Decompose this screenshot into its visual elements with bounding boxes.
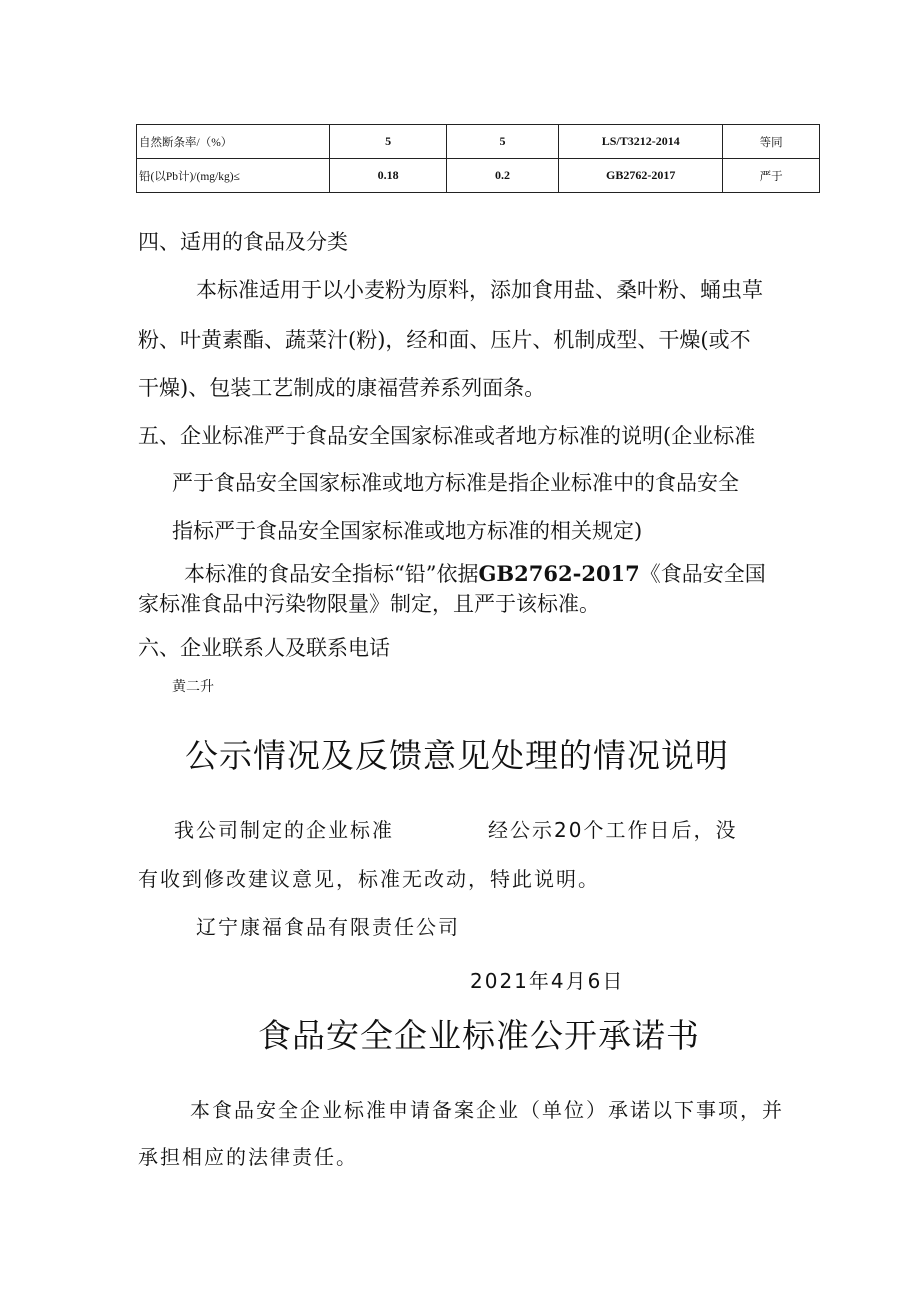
- table-cell: 5: [446, 125, 558, 159]
- section-4-body-line-3: 干燥)、包装工艺制成的康福营养系列面条。: [138, 376, 546, 400]
- commitment-line-2: 承担相应的法律责任。: [138, 1145, 358, 1169]
- table-row: [137, 159, 820, 193]
- section-5-heading-line-2: 严于食品安全国家标准或地方标准是指企业标准中的食品安全: [172, 471, 739, 495]
- section-5-heading-line-1: 五、企业标准严于食品安全国家标准或者地方标准的说明(企业标准: [138, 424, 756, 448]
- table-cell: 自然断条率/（%）: [137, 125, 330, 159]
- table-cell: 等同: [723, 125, 820, 159]
- table-cell: LS/T3212-2014: [559, 125, 723, 159]
- section-5-body-text: 本标准的食品安全指标“铅”依据: [184, 562, 479, 586]
- section-5-body-line-1: [184, 558, 766, 588]
- publicity-date: 2021年4月6日: [470, 969, 625, 993]
- standard-comparison-table: [136, 124, 820, 193]
- commitment-title: 食品安全企业标准公开承诺书: [258, 1016, 700, 1055]
- publicity-line-2: 有收到修改建议意见，标准无改动，特此说明。: [138, 867, 600, 891]
- table-cell: GB2762-2017: [559, 159, 723, 193]
- publicity-line-1b: 经公示20个工作日后，没: [488, 818, 738, 842]
- section-4-body-line-2: 粉、叶黄素酯、蔬菜汁(粉)，经和面、压片、机制成型、干燥(或不: [138, 328, 751, 352]
- section-5-body-text: 《食品安全国: [639, 562, 766, 586]
- standard-code: GB2762-2017: [478, 561, 640, 586]
- table-cell: 5: [330, 125, 446, 159]
- publicity-title: 公示情况及反馈意见处理的情况说明: [185, 736, 729, 775]
- section-4-body-line-1: 本标准适用于以小麦粉为原料，添加食用盐、桑叶粉、蛹虫草: [196, 278, 763, 302]
- table-cell: 严于: [723, 159, 820, 193]
- table-cell: 铅(以Pb计)/(mg/kg)≤: [137, 159, 330, 193]
- company-name: 辽宁康福食品有限责任公司: [196, 915, 460, 939]
- table-cell: 0.2: [446, 159, 558, 193]
- table-row: [137, 125, 820, 159]
- section-6-heading: 六、企业联系人及联系电话: [138, 636, 390, 660]
- table-cell: 0.18: [330, 159, 446, 193]
- publicity-line-1a: 我公司制定的企业标准: [174, 818, 394, 842]
- section-5-body-line-2: 家标准食品中污染物限量》制定，且严于该标准。: [138, 592, 600, 616]
- section-5-heading-line-3: 指标严于食品安全国家标准或地方标准的相关规定): [172, 519, 643, 543]
- commitment-line-1: 本食品安全企业标准申请备案企业（单位）承诺以下事项，并: [190, 1098, 784, 1122]
- contact-name: 黄二升: [172, 679, 214, 695]
- section-4-heading: 四、适用的食品及分类: [138, 230, 348, 254]
